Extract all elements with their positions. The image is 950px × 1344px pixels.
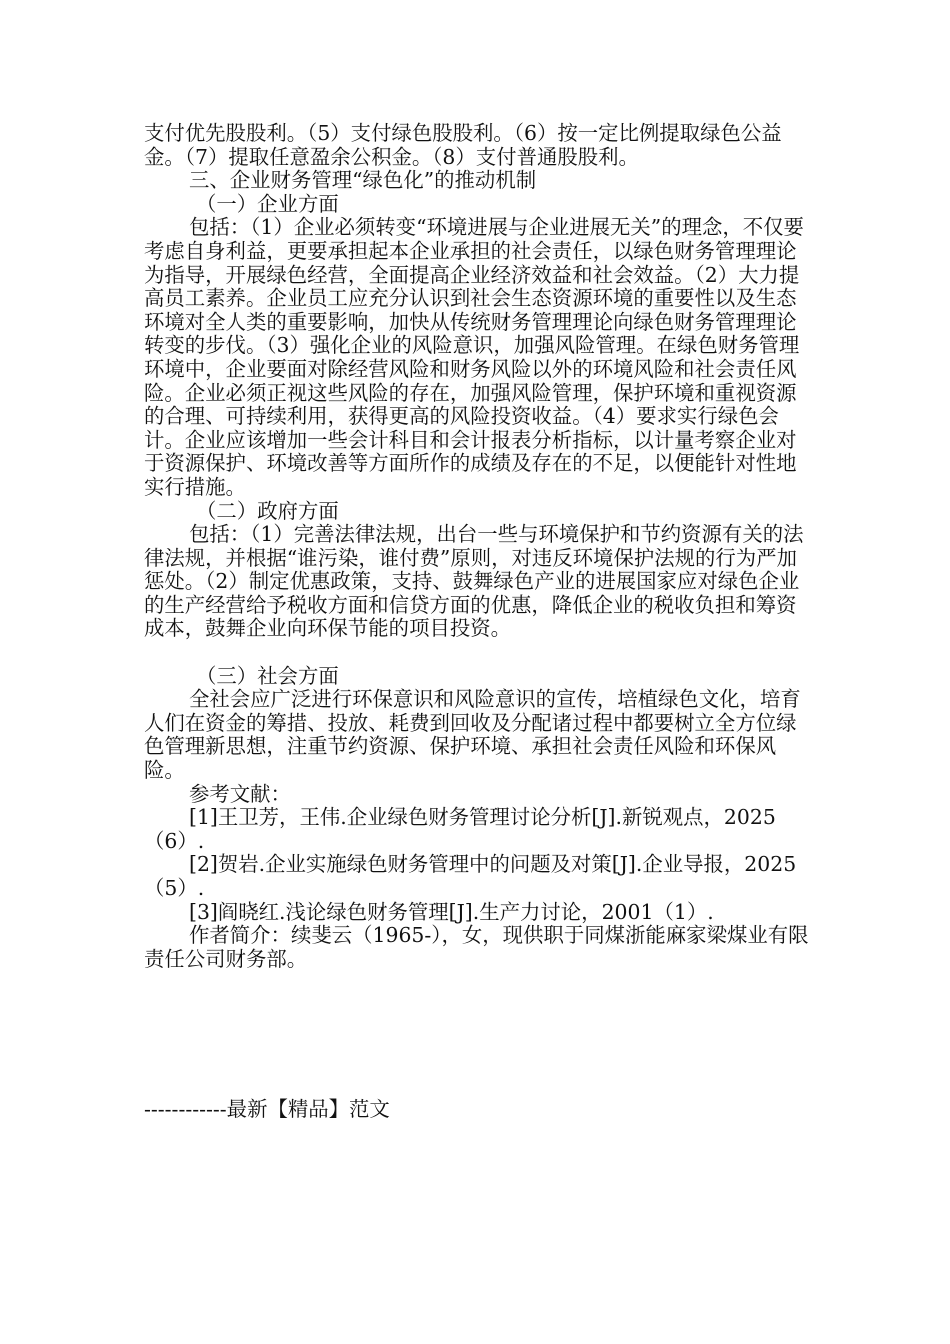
- paragraph-gap: [144, 641, 812, 665]
- document-body: [144, 122, 812, 971]
- subsection-heading-government: （二）政府方面: [196, 498, 339, 523]
- author-bio: 作者简介：续斐云（1965-），女，现供职于同煤浙能麻家梁煤业有限责任公司财务部。: [144, 923, 809, 971]
- reference-item: [2]贺岩.企业实施绿色财务管理中的问题及对策[J].企业导报，2025（5）.: [144, 852, 797, 900]
- subsection-heading-enterprise: （一）企业方面: [196, 191, 339, 216]
- footer-text: ------------最新【精品】范文: [144, 1097, 390, 1121]
- references-heading: 参考文献：: [189, 781, 291, 806]
- subsection-heading-society: （三）社会方面: [196, 663, 339, 688]
- section-heading: 三、企业财务管理“绿色化”的推动机制: [189, 168, 537, 193]
- paragraph-continuation: 支付优先股股利。（5）支付绿色股股利。（6）按一定比例提取绿色公益金。（7）提取任意盈余公积金。（8）支付普通股股利。: [144, 121, 782, 169]
- paragraph-government: 包括：（1）完善法律法规，出台一些与环境保护和节约资源有关的法律法规，并根据“谁污染，谁付费”原则，对违反环境保护法规的行为严加惩处。（2）制定优惠政策，支持、鼓舞绿色产业的进展国家应对绿色企业的生产经营给予税收方面和信贷方面的优惠，降低企业的税收负担和筹资成本，鼓舞企业向环保节能的项目投资。: [144, 522, 804, 641]
- reference-item: [1]王卫芳，王伟.企业绿色财务管理讨论分析[J].新锐观点，2025（6）.: [144, 805, 776, 853]
- paragraph-society: 全社会应广泛进行环保意识和风险意识的宣传，培植绿色文化，培育人们在资金的筹措、投放、耗费到回收及分配诸过程中都要树立全方位绿色管理新思想，注重节约资源、保护环境、承担社会责任风险和环保风险。: [144, 687, 801, 783]
- reference-item: [3]阎晓红.浅论绿色财务管理[J].生产力讨论，2001（1）.: [189, 899, 714, 924]
- paragraph-enterprise: 包括：（1）企业必须转变“环境进展与企业进展无关”的理念，不仅要考虑自身利益，更要承担起本企业承担的社会责任，以绿色财务管理理论为指导，开展绿色经营，全面提高企业经济效益和社会效益。（2）大力提高员工素养。企业员工应充分认识到社会生态资源环境的重要性以及生态环境对全人类的重要影响，加快从传统财务管理理论向绿色财务管理理论转变的步伐。（3）强化企业的风险意识，加强风险管理。在绿色财务管理环境中，企业要面对除经营风险和财务风险以外的环境风险和社会责任风险。企业必须正视这些风险的存在，加强风险管理，保护环境和重视资源的合理、可持续利用，获得更高的风险投资收益。（4）要求实行绿色会计。企业应该增加一些会计科目和会计报表分析指标，以计量考察企业对于资源保护、环境改善等方面所作的成绩及存在的不足，以便能针对性地实行措施。: [144, 215, 804, 499]
